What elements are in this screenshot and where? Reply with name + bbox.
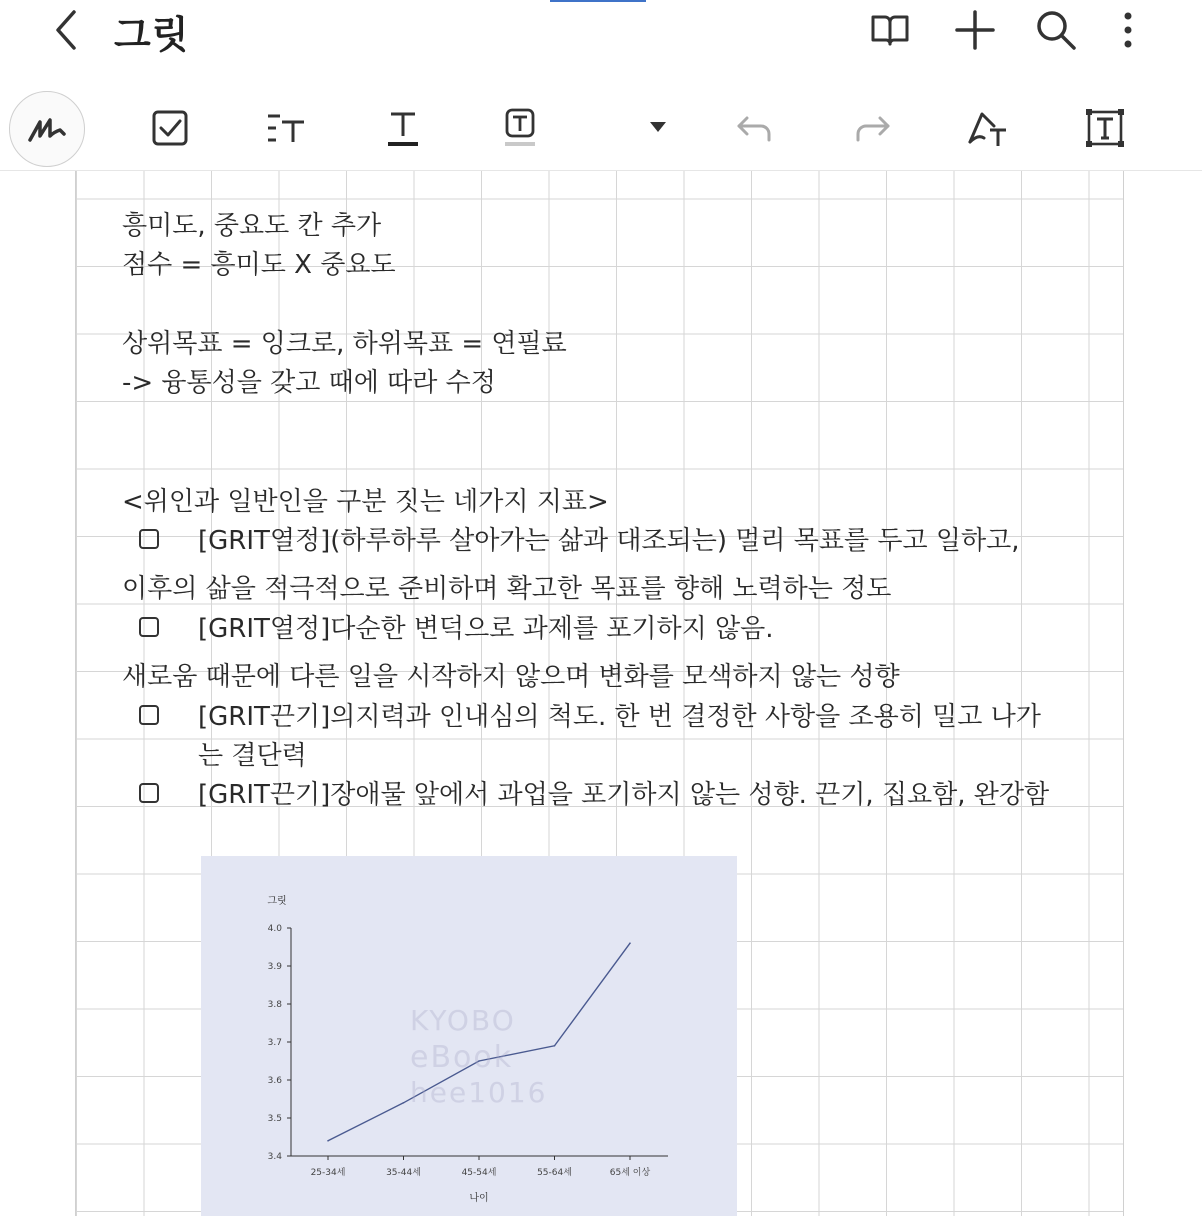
y-tick-label: 3.7 xyxy=(267,1038,282,1048)
data-point xyxy=(554,1045,556,1047)
undo-icon xyxy=(731,104,779,152)
checklist-checkbox[interactable] xyxy=(139,783,159,803)
undo-button[interactable] xyxy=(731,104,779,152)
text-underline-button[interactable] xyxy=(379,104,427,152)
pen-mode-icon xyxy=(10,92,84,166)
text-frame-button[interactable] xyxy=(1081,104,1129,152)
x-tick-label: 45-54세 xyxy=(461,1168,497,1178)
checklist-item-continuation[interactable]: 는 결단력 xyxy=(198,741,307,771)
x-tick-label: 25-34세 xyxy=(310,1168,346,1178)
x-tick-label: 55-64세 xyxy=(537,1168,572,1178)
checklist-item-continuation[interactable]: 이후의 삶을 적극적으로 준비하며 확고한 목표를 향해 노력하는 정도 xyxy=(122,574,892,604)
more-button[interactable] xyxy=(1106,8,1150,52)
x-tick-label: 35-44세 xyxy=(386,1168,421,1178)
y-tick-label: 3.6 xyxy=(267,1076,282,1086)
redo-icon xyxy=(848,104,896,152)
note-line[interactable]: 점수 = 흥미도 X 중요도 xyxy=(122,250,396,280)
note-line[interactable]: -> 융통성을 갖고 때에 따라 수정 xyxy=(122,368,496,398)
checklist-item-text[interactable]: [GRIT끈기]장애물 앞에서 과업을 포기하지 않는 성향. 끈기, 집요함, 완강함 xyxy=(198,780,1050,810)
checkbox-tool-button[interactable] xyxy=(146,104,194,152)
text-underline-icon xyxy=(379,104,427,152)
checklist-checkbox[interactable] xyxy=(139,617,159,637)
watermark-text: eBook xyxy=(410,1040,514,1075)
editing-toolbar xyxy=(0,86,1202,171)
top-indicator xyxy=(550,0,646,2)
checklist-item-text[interactable]: [GRIT끈기]의지력과 인내심의 척도. 한 번 결정한 사항을 조용히 밀고 나가 xyxy=(198,702,1041,732)
checkbox-tool-icon xyxy=(146,104,194,152)
x-tick-label: 65세 이상 xyxy=(609,1168,651,1178)
checklist-checkbox[interactable] xyxy=(139,529,159,549)
page-title: 그릿 xyxy=(114,13,190,57)
y-tick-label: 3.4 xyxy=(267,1152,282,1162)
text-box-button[interactable] xyxy=(496,104,544,152)
back-icon xyxy=(44,8,88,52)
search-button[interactable] xyxy=(1034,8,1078,52)
text-style-icon xyxy=(262,104,310,152)
x-axis-label: 나이 xyxy=(469,1193,489,1204)
handwriting-to-text-button[interactable] xyxy=(964,104,1012,152)
app-header xyxy=(0,0,1202,87)
add-icon xyxy=(953,8,997,52)
handwriting-to-text-icon xyxy=(964,104,1012,152)
checklist-item-text[interactable]: [GRIT열정](하루하루 살아가는 삶과 대조되는) 멀리 목표를 두고 일하고, xyxy=(198,526,1020,556)
note-line[interactable]: 흥미도, 중요도 칸 추가 xyxy=(122,211,382,241)
y-tick-label: 3.8 xyxy=(267,1000,282,1010)
text-style-button[interactable] xyxy=(262,104,310,152)
y-axis-label: 그릿 xyxy=(267,896,287,907)
book-view-button[interactable] xyxy=(868,8,912,52)
add-button[interactable] xyxy=(953,8,997,52)
checklist-item-continuation[interactable]: 새로움 때문에 다른 일을 시작하지 않으며 변화를 모색하지 않는 성향 xyxy=(122,662,900,692)
text-frame-icon xyxy=(1081,104,1129,152)
redo-button[interactable] xyxy=(848,104,896,152)
checklist-item-text[interactable]: [GRIT열정]다순한 변덕으로 과제를 포기하지 않음. xyxy=(198,614,774,644)
data-point xyxy=(629,942,631,944)
note-heading[interactable]: <위인과 일반인을 구분 짓는 네가지 지표> xyxy=(122,487,609,517)
data-point xyxy=(327,1140,329,1142)
watermark-text: KYOBO xyxy=(410,1004,516,1037)
more-icon xyxy=(1106,8,1150,52)
watermark-text: hee1016 xyxy=(410,1076,548,1109)
pen-mode-button[interactable] xyxy=(9,91,85,167)
data-point xyxy=(403,1102,405,1104)
text-box-icon xyxy=(496,104,544,152)
style-dropdown-button[interactable] xyxy=(634,104,682,152)
checklist-checkbox[interactable] xyxy=(139,705,159,725)
y-tick-label: 3.5 xyxy=(267,1114,282,1124)
y-tick-label: 4.0 xyxy=(267,924,282,934)
dropdown-icon xyxy=(634,104,682,152)
search-icon xyxy=(1034,8,1078,52)
book-view-icon xyxy=(868,8,912,52)
y-tick-label: 3.9 xyxy=(267,962,282,972)
note-line[interactable]: 상위목표 = 잉크로, 하위목표 = 연필료 xyxy=(122,329,567,359)
back-button[interactable] xyxy=(44,8,88,52)
